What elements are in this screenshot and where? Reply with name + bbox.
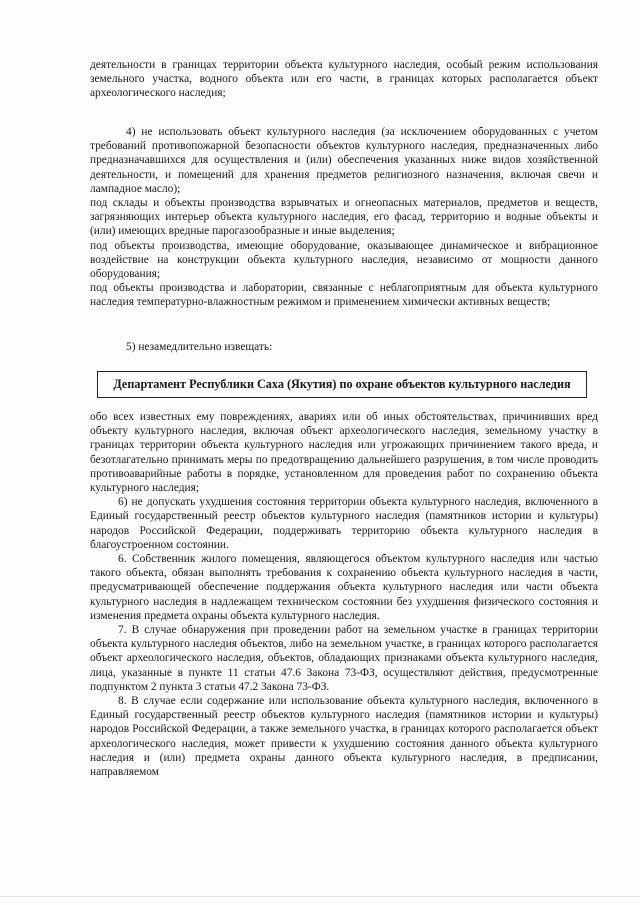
item-6-text: 6) не допускать ухудшения состояния территории объекта культурного наследия, включенного в Единый государственный реестр объектов культурного наследия (памятников истории и культуры) народов Российской Федерации, поддерживать территорию объекта культурного наследия в благоустроенном состоянии. [90,496,598,551]
item-5-text: 5) незамедлительно извещать: [126,341,273,353]
department-box-text: Департамент Республики Саха (Якутия) по охране объектов культурного наследия [113,377,571,392]
item-4-line-2: под объекты производства, имеющие оборудование, оказывающее динамическое и вибрационное воздействие на конструкции объекта культурного наследия, независимо от мощности данного оборудования; [90,239,598,281]
after-box-paragraph [90,410,598,779]
item-5 [90,340,598,354]
department-box [97,371,587,398]
item-4-line-1: под склады и объекты производства взрывчатых и огнеопасных материалов, предметов и веществ, загрязняющих интерьер объекта культурного наследия, его фасад, территорию и водные объекты и (или) имеющих вредные парогазообразные и иные выделения; [90,197,598,238]
paragraph-7: 7. В случае обнаружения при проведении работ на земельном участке в границах территории объекта культурного наследия объектов, либо на земельном участке, в границах которого располагается объект археологического наследия, объектов, обладающих признаками объекта культурного наследия, лица, указанные в пункте 11 статьи 47.6 Закона 73-ФЗ, осуществляют действия, предусмотренные подпунктом 2 пункта 3 статьи 47.2 Закона 73-ФЗ. [90,624,598,693]
item-4-section [90,125,598,310]
top-paragraph-text: деятельности в границах территории объекта культурного наследия, особый режим использования земельного участка, водного объекта или его части, в границах которых располагается объект археологического наследия; [90,59,598,100]
after-box-text: обо всех известных ему повреждениях, авариях или об иных обстоятельствах, причинивших вред объекту культурного наследия, включая объект археологического наследия, земельному участку в границах территории объекта культурного наследия или угрожающих причинением такого вреда, и безотлагательно принимать меры по предотвращению дальнейшего разрушения, в том числе проводить противоаварийные работы в порядке, установленном для проведения работ по сохранению объекта культурного наследия; [90,411,598,495]
top-paragraph [90,58,598,101]
page-bottom-edge [0,896,640,897]
paragraph-8: 8. В случае если содержание или использование объекта культурного наследия, включенного в Единый государственный реестр объектов культурного наследия (памятников истории и культуры) народов Российской Федерации, а также земельного участка, в границах которого располагается объект археологического наследия, может привести к ухудшению состояния данного объекта культурного наследия и (или) предмета охраны данного объекта культурного наследия, в предписании, направляемом [90,695,598,779]
paragraph-6: 6. Собственник жилого помещения, являющегося объектом культурного наследия или частью такого объекта, обязан выполнять требования к сохранению объекта культурного наследия в части, предусматривающей обеспечение поддержания объекта культурного наследия или части объекта культурного наследия в надлежащем техническом состоянии без ухудшения физического состояния и изменения предмета охраны объекта культурного наследия. [90,553,598,622]
item-4-line-3: под объекты производства и лаборатории, связанные с неблагоприятным для объекта культурного наследия температурно-влажностным режимом и применением химически активных веществ; [90,282,598,309]
item-4-intro: 4) не использовать объект культурного наследия (за исключением оборудованных с учетом требований противопожарной безопасности объектов культурного наследия, предназначенных либо предназначавшихся для осуществления и (или) обеспечения указанных ниже видов хозяйственной деятельности, и помещений для хранения предметов религиозного назначения, включая свечи и лампадное масло); [90,126,598,195]
